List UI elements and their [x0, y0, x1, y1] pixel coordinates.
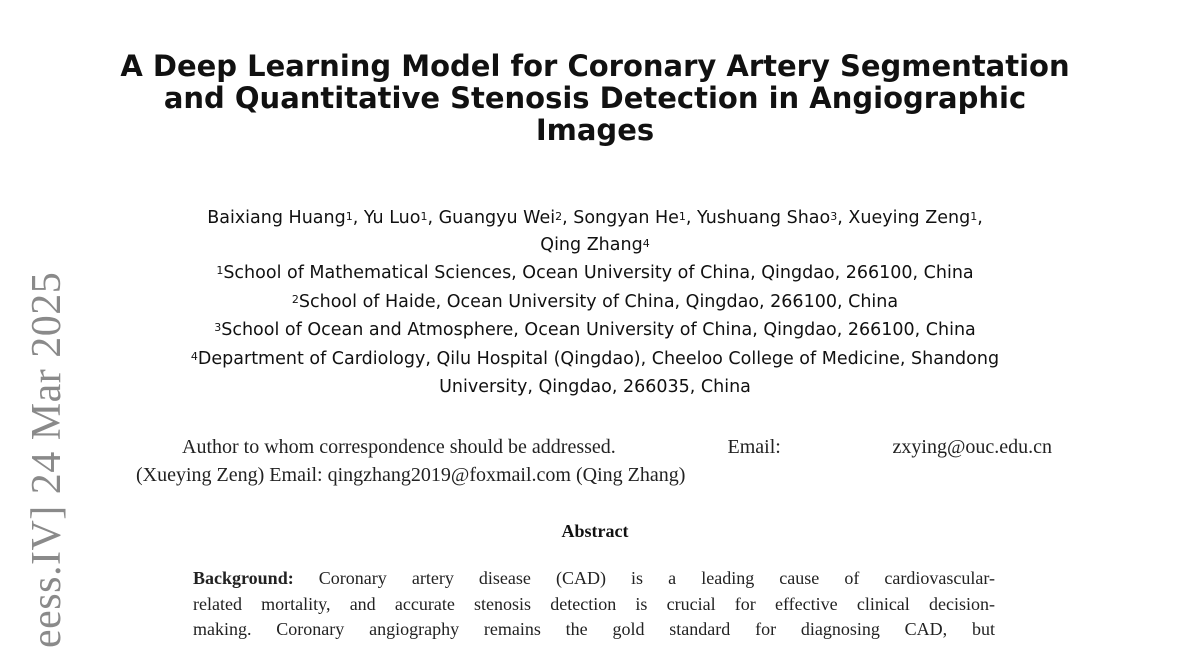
author: Yu Luo$^1$, [363, 208, 439, 228]
abstract-line: making. Coronary angiography remains the gold standard for diagnosing CAD, but [193, 619, 995, 639]
affiliation-item-continuation: University, Qingdao, 266035, China [439, 377, 751, 397]
abstract-line: Background: Coronary artery disease (CAD) is a leading cause of cardiovascular- [193, 568, 995, 588]
title-line-3: Images [535, 113, 655, 147]
author: Xueying Zeng$^1$, [848, 208, 983, 228]
affiliation-marker: 1 [678, 210, 686, 223]
correspondence-line-2: (Xueying Zeng) Email: qingzhang2019@foxmail.com (Qing Zhang) [136, 464, 686, 486]
email-address-link[interactable]: zxying@ouc.edu.cn [892, 436, 1052, 458]
affiliation-marker: 1 [345, 210, 353, 223]
affiliation-marker: 4 [642, 237, 650, 250]
affiliation-marker: 3 [830, 210, 838, 223]
abstract-line: related mortality, and accurate stenosis detection is crucial for effective clinical decision- [193, 593, 995, 614]
paper-title [95, 50, 1095, 146]
background-label: Background: [193, 568, 294, 588]
email-label: Email: [727, 436, 781, 458]
author: Guangyu Wei$^2$, [438, 208, 574, 228]
correspondence-text: Author to whom correspondence should be addressed. [182, 436, 616, 458]
title-line-1: A Deep Learning Model for Coronary Artery Segmentation [120, 49, 1070, 83]
author: Yushuang Shao$^3$, [697, 208, 849, 228]
author: Qing Zhang$^4$ [540, 235, 650, 255]
arxiv-sidebar-stamp: eess.IV] 24 Mar 2025 [24, 271, 70, 648]
abstract-heading: Abstract [561, 521, 629, 541]
affiliation-marker: 2 [555, 210, 563, 223]
author-list [95, 205, 1095, 259]
title-line-2: and Quantitative Stenosis Detection in Angiographic [163, 81, 1027, 115]
author: Songyan He$^1$, [573, 208, 698, 228]
affiliation-marker: 1 [420, 210, 428, 223]
author: Baixiang Huang$^1$, [207, 208, 364, 228]
affiliation-list [95, 259, 1095, 402]
affiliation-item: $^1$School of Mathematical Sciences, Ocean University of China, Qingdao, 266100, China [216, 263, 974, 283]
abstract-body [193, 566, 995, 643]
affiliation-item: $^2$School of Haide, Ocean University of China, Qingdao, 266100, China [291, 291, 899, 312]
affiliation-marker: 1 [970, 210, 978, 223]
affiliation-item: $^3$School of Ocean and Atmosphere, Ocean University of China, Qingdao, 266100, China [214, 320, 976, 340]
correspondence-note [136, 433, 1052, 489]
affiliation-item: $^4$Department of Cardiology, Qilu Hospital (Qingdao), Cheeloo College of Medicine, Shandong [190, 348, 1000, 369]
